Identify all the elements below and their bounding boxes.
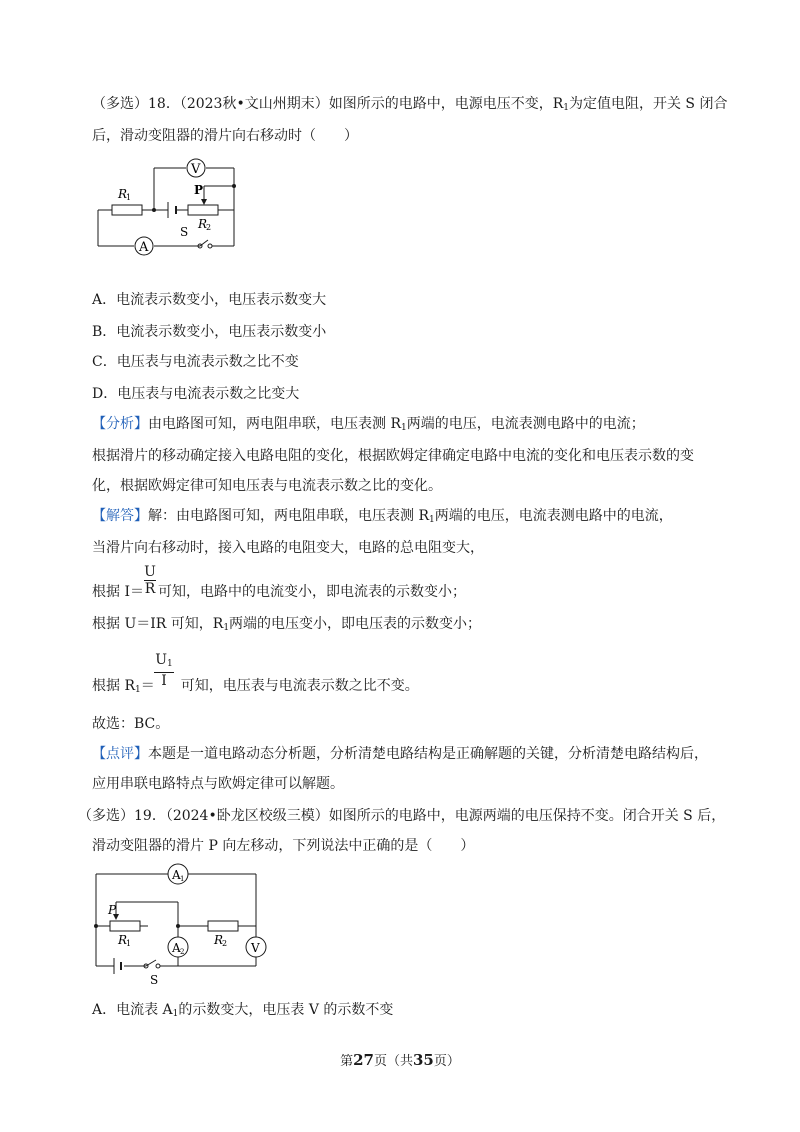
- q18-r2-sub: 2: [206, 223, 212, 232]
- q19-r2-label: R: [214, 933, 224, 947]
- q19-a2-sub: 2: [180, 948, 185, 956]
- q18-answer: 故选：BC。: [92, 716, 170, 732]
- q18-option-c: C．电压表与电流表示数之比不变: [92, 354, 299, 370]
- comment-tag: 【点评】: [92, 746, 148, 762]
- q19-slider-label: P: [108, 903, 117, 917]
- q18-comment-line2: 应用串联电路特点与欧姆定律可以解题。: [92, 776, 344, 792]
- q18-ammeter-label: A: [139, 240, 149, 255]
- q19-r1-label: R: [118, 933, 128, 947]
- q18-option-a: A．电流表示数变小，电压表示数变大: [92, 292, 327, 308]
- solution-tag: 【解答】: [92, 508, 148, 524]
- q19-r1-sub: 1: [126, 939, 132, 948]
- q19-a1-sub: 1: [180, 875, 185, 883]
- q19-option-a: A．电流表 $A_1$的示数变大，电压表 V 的示数不变: [92, 1002, 394, 1019]
- q18-circuit-diagram: [90, 152, 250, 262]
- q19-r2-sub: 2: [222, 939, 228, 948]
- q18-solution-line4: 根据 U＝IR 可知，$R_1$两端的电压变小，即电压表的示数变小；: [92, 616, 482, 633]
- page-footer: 第27页（共35页）: [340, 1051, 460, 1069]
- q19-a2-label: A: [172, 941, 181, 955]
- q18-slider-label: P: [194, 183, 204, 197]
- current-page-number: 27: [353, 1051, 374, 1069]
- q18-option-b: B．电流表示数变小，电压表示数变小: [92, 324, 327, 340]
- q19-switch-label: S: [150, 973, 159, 987]
- q18-r1-sub: 1: [126, 193, 132, 202]
- q18-analysis-line2: 根据滑片的移动确定接入电路电阻的变化，根据欧姆定律确定电路中电流的变化和电压表示数的变: [92, 448, 694, 464]
- q18-option-d: D．电压表与电流表示数之比变大: [92, 386, 300, 402]
- q19-circuit-diagram: [88, 862, 278, 988]
- q18-solution-line1: 【解答】解：由电路图可知，两电阻串联，电压表测 $R_1$两端的电压，电流表测电路中的电流，: [92, 508, 673, 525]
- q18-solution-line5: 根据 $R_1=$ 可知，电压表与电流表示数之比不变。: [92, 678, 419, 695]
- q19-a1-label: A: [172, 868, 181, 882]
- total-page-count: 35: [413, 1051, 434, 1069]
- q19-header: （多选）19．（2024•卧龙区校级三模）如图所示的电路中，电源两端的电压保持不变。闭合开关 S 后，: [78, 808, 726, 824]
- q18-solution-line3: 根据 I＝ 可知，电路中的电流变小，即电流表的示数变小；: [92, 584, 466, 600]
- q18-r1-label: R: [118, 187, 128, 201]
- q18-fraction-u-over-r: U R: [144, 564, 156, 597]
- q19-voltmeter-label: V: [251, 941, 260, 955]
- q18-comment-line1: 【点评】本题是一道电路动态分析题，分析清楚电路结构是正确解题的关键，分析清楚电路结构后，: [92, 746, 708, 762]
- q18-voltmeter-label: V: [191, 162, 201, 177]
- q18-analysis-line3: 化，根据欧姆定律可知电压表与电流表示数之比的变化。: [92, 478, 442, 494]
- q18-analysis-line1: 【分析】由电路图可知，两电阻串联，电压表测 $R_1$两端的电压，电流表测电路中的电流；: [92, 416, 645, 433]
- q18-fraction-u1-over-i: $U_1$ I: [155, 652, 173, 689]
- q18-header-line2: 后，滑动变阻器的滑片向右移动时（ ）: [92, 128, 358, 144]
- q18-solution-line2: 当滑片向右移动时，接入电路的电阻变大，电路的总电阻变大，: [92, 540, 484, 556]
- q18-switch-label: S: [180, 225, 189, 239]
- q18-r2-label: R: [198, 217, 208, 231]
- analysis-tag: 【分析】: [92, 416, 148, 432]
- q19-header-line2: 滑动变阻器的滑片 P 向左移动，下列说法中正确的是（ ）: [92, 838, 475, 854]
- q18-header: （多选）18．（2023秋•文山州期末）如图所示的电路中，电源电压不变，$R_1$为定值电阻，开关 S 闭合: [92, 96, 728, 113]
